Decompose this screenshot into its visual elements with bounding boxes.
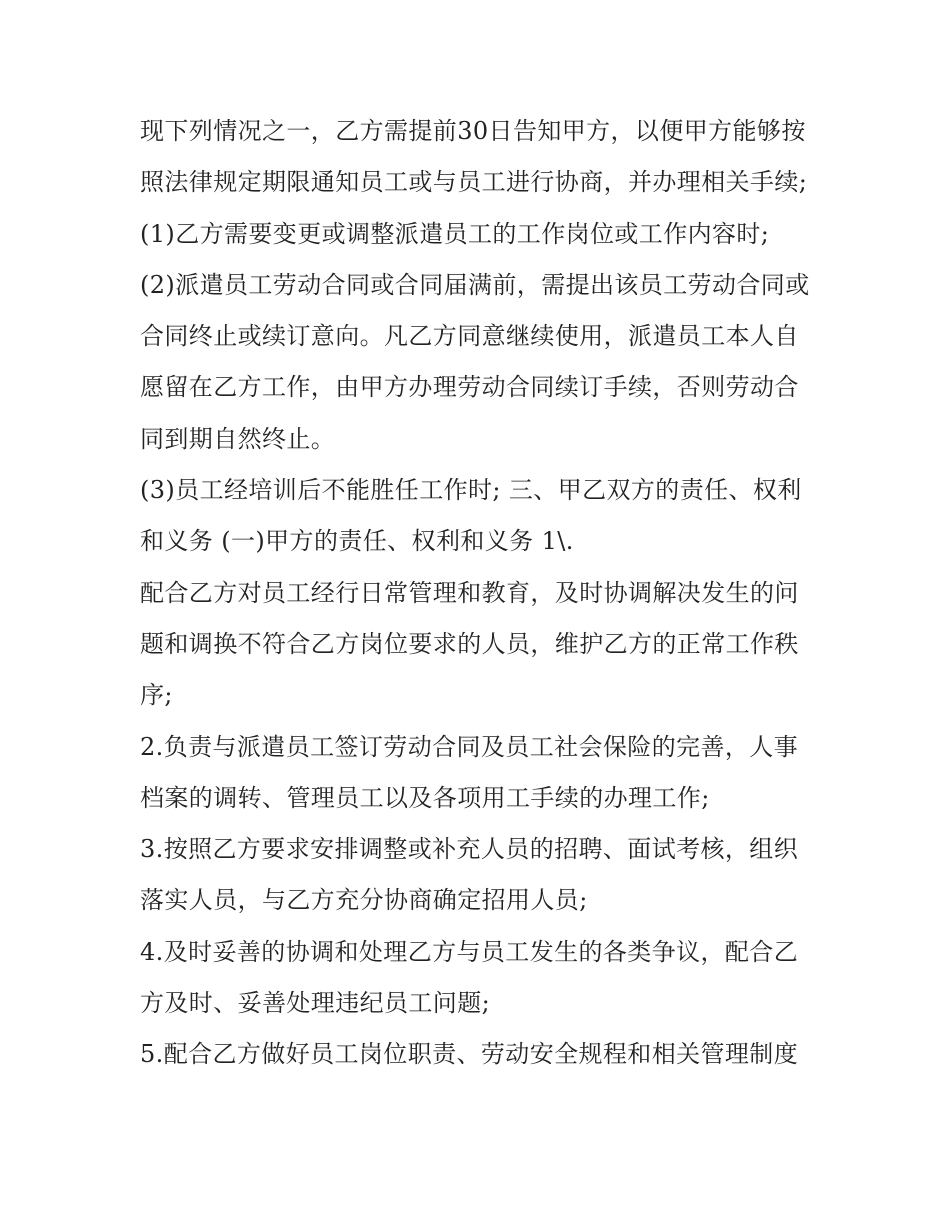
- paragraph-item-1: (1)乙方需要变更或调整派遣员工的工作岗位或工作内容时;: [140, 219, 770, 248]
- paragraph-duty-1: 配合乙方对员工经行日常管理和教育，及时协调解决发生的问题和调换不符合乙方岗位要求的人员，维护乙方的正常工作秩序;: [140, 578, 799, 710]
- paragraph-item-2: (2)派遣员工劳动合同或合同届满前，需提出该员工劳动合同或合同终止或续订意向。凡乙方同意继续使用，派遣员工本人自愿留在乙方工作，由甲方办理劳动合同续订手续，否则劳动合同到期自然终止。: [140, 270, 810, 453]
- paragraph-duty-5: 5.配合乙方做好员工岗位职责、劳动安全规程和相关管理制度: [140, 1040, 799, 1069]
- document-body: [140, 106, 820, 1081]
- paragraph-duty-3: 3.按照乙方要求安排调整或补充人员的招聘、面试考核，组织落实人员，与乙方充分协商确定招用人员;: [140, 835, 799, 915]
- paragraph-duty-4: 4.及时妥善的协调和处理乙方与员工发生的各类争议，配合乙方及时、妥善处理违纪员工问题;: [140, 937, 799, 1018]
- paragraph-item-3: (3)员工经培训后不能胜任工作时; 三、甲乙双方的责任、权利和义务 (一)甲方的责任、权利和义务 1\.: [140, 476, 802, 556]
- paragraph-notice-intro: 现下列情况之一，乙方需提前30日告知甲方，以便甲方能够按照法律规定期限通知员工或与员工进行协商，并办理相关手续;: [140, 117, 808, 197]
- paragraph-duty-2: 2.负责与派遣员工签订劳动合同及员工社会保险的完善，人事档案的调转、管理员工以及各项用工手续的办理工作;: [140, 732, 799, 812]
